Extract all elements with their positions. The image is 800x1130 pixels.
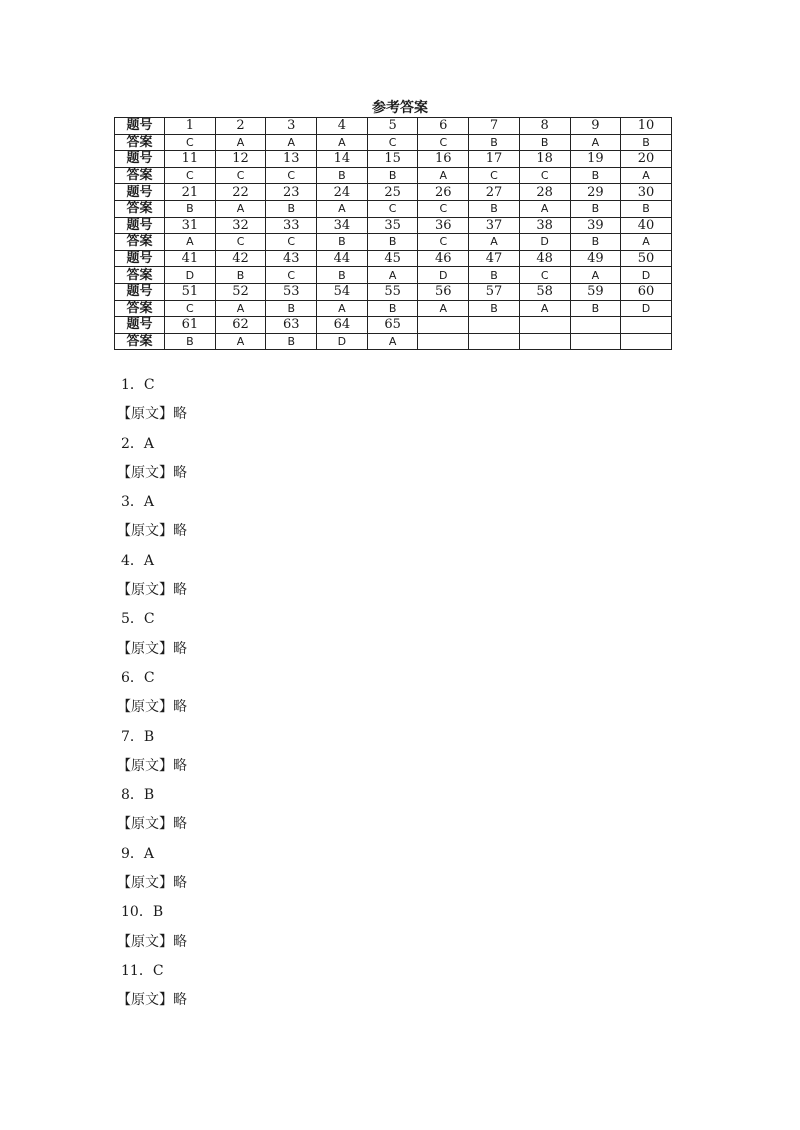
answer-cell: D: [519, 234, 570, 251]
question-number-cell: 64: [317, 317, 368, 334]
answer-cell: B: [469, 267, 520, 284]
original-text-line: 【原文】略: [117, 699, 187, 716]
question-answer-line: 4．A: [121, 552, 155, 569]
question-number-cell: 44: [317, 250, 368, 267]
original-text-line: 【原文】略: [117, 992, 187, 1009]
question-number-cell: 14: [317, 151, 368, 168]
number-row-label: 题号: [115, 250, 165, 267]
question-answer-line: 5．C: [121, 611, 155, 628]
question-number-cell: 18: [519, 151, 570, 168]
question-number-cell: 54: [317, 283, 368, 300]
answer-cell: A: [215, 300, 266, 317]
answer-detail-list: [117, 371, 187, 1016]
answer-cell: C: [215, 234, 266, 251]
number-row-label: 题号: [115, 151, 165, 168]
answer-cell: B: [165, 333, 216, 350]
answer-row: [115, 200, 672, 217]
question-number-cell: 27: [469, 184, 520, 201]
question-number-cell: 11: [165, 151, 216, 168]
original-text-line: 【原文】略: [117, 582, 187, 599]
answer-cell: B: [570, 234, 621, 251]
question-number-cell: 43: [266, 250, 317, 267]
question-answer-line: 11．C: [121, 962, 164, 979]
question-number-cell: 24: [317, 184, 368, 201]
question-number-cell: 58: [519, 283, 570, 300]
answer-cell: A: [570, 134, 621, 151]
question-number-cell: 32: [215, 217, 266, 234]
answer-cell: C: [266, 234, 317, 251]
question-number-cell: 25: [367, 184, 418, 201]
number-row-label: 题号: [115, 217, 165, 234]
answer-cell: B: [266, 300, 317, 317]
question-number-cell: 15: [367, 151, 418, 168]
answer-cell: C: [165, 300, 216, 317]
answer-row: [115, 234, 672, 251]
question-number-cell: 29: [570, 184, 621, 201]
answer-detail-item: [117, 488, 187, 547]
answer-cell: [621, 333, 672, 350]
original-text-line: 【原文】略: [117, 640, 187, 657]
question-number-cell: 36: [418, 217, 469, 234]
question-number-cell: 49: [570, 250, 621, 267]
answer-cell: C: [519, 167, 570, 184]
number-row: [115, 283, 672, 300]
answer-cell: A: [469, 234, 520, 251]
number-row-label: 题号: [115, 184, 165, 201]
question-number-cell: 31: [165, 217, 216, 234]
answer-cell: A: [621, 234, 672, 251]
answer-cell: A: [215, 134, 266, 151]
question-number-cell: 30: [621, 184, 672, 201]
question-number-cell: 60: [621, 283, 672, 300]
question-number-cell: 53: [266, 283, 317, 300]
answer-cell: B: [317, 167, 368, 184]
answer-detail-item: [117, 840, 187, 899]
question-answer-line: 7．B: [121, 728, 155, 745]
answer-cell: B: [621, 200, 672, 217]
question-number-cell: 16: [418, 151, 469, 168]
answer-row-label: 答案: [115, 333, 165, 350]
question-number-cell: 37: [469, 217, 520, 234]
question-number-cell: [519, 317, 570, 334]
question-number-cell: 46: [418, 250, 469, 267]
original-text-line: 【原文】略: [117, 406, 187, 423]
page-title: 参考答案: [372, 100, 428, 116]
number-row: [115, 151, 672, 168]
question-answer-line: 6．C: [121, 669, 155, 686]
answer-cell: A: [165, 234, 216, 251]
answer-cell: B: [266, 200, 317, 217]
answer-cell: B: [570, 300, 621, 317]
answer-cell: A: [418, 167, 469, 184]
question-number-cell: 40: [621, 217, 672, 234]
answer-cell: B: [519, 134, 570, 151]
answer-row-label: 答案: [115, 234, 165, 251]
answer-detail-item: [117, 957, 187, 1016]
answer-row: [115, 333, 672, 350]
question-number-cell: 63: [266, 317, 317, 334]
answer-row-label: 答案: [115, 267, 165, 284]
answer-cell: D: [317, 333, 368, 350]
answer-cell: A: [317, 300, 368, 317]
question-number-cell: [469, 317, 520, 334]
answer-detail-item: [117, 664, 187, 723]
original-text-line: 【原文】略: [117, 816, 187, 833]
number-row: [115, 250, 672, 267]
answer-cell: C: [266, 167, 317, 184]
question-number-cell: 2: [215, 118, 266, 135]
question-number-cell: 21: [165, 184, 216, 201]
number-row-label: 题号: [115, 283, 165, 300]
answer-cell: B: [317, 234, 368, 251]
answer-cell: [418, 333, 469, 350]
answer-cell: C: [215, 167, 266, 184]
answer-cell: D: [165, 267, 216, 284]
answer-cell: B: [570, 167, 621, 184]
answer-cell: [519, 333, 570, 350]
question-number-cell: 42: [215, 250, 266, 267]
answer-cell: C: [165, 134, 216, 151]
answer-cell: B: [317, 267, 368, 284]
answer-cell: C: [367, 134, 418, 151]
answer-cell: C: [418, 200, 469, 217]
question-number-cell: 22: [215, 184, 266, 201]
answer-cell: B: [469, 134, 520, 151]
question-number-cell: [418, 317, 469, 334]
question-number-cell: 38: [519, 217, 570, 234]
answer-row: [115, 134, 672, 151]
answer-cell: A: [317, 134, 368, 151]
question-number-cell: 28: [519, 184, 570, 201]
answer-cell: B: [165, 200, 216, 217]
question-answer-line: 1．C: [121, 377, 155, 393]
question-number-cell: 57: [469, 283, 520, 300]
answer-cell: A: [418, 300, 469, 317]
answer-cell: B: [469, 300, 520, 317]
answer-cell: A: [519, 300, 570, 317]
number-row-label: 题号: [115, 118, 165, 135]
question-number-cell: 17: [469, 151, 520, 168]
answer-cell: A: [215, 200, 266, 217]
question-number-cell: 59: [570, 283, 621, 300]
question-number-cell: 13: [266, 151, 317, 168]
answer-cell: B: [570, 200, 621, 217]
answer-cell: A: [570, 267, 621, 284]
question-number-cell: 48: [519, 250, 570, 267]
answer-cell: C: [367, 200, 418, 217]
answer-cell: C: [165, 167, 216, 184]
answer-cell: B: [621, 134, 672, 151]
answer-cell: [570, 333, 621, 350]
question-number-cell: 20: [621, 151, 672, 168]
answer-cell: D: [621, 267, 672, 284]
question-number-cell: [621, 317, 672, 334]
answer-row: [115, 300, 672, 317]
question-number-cell: 62: [215, 317, 266, 334]
number-row: [115, 317, 672, 334]
number-row: [115, 184, 672, 201]
original-text-line: 【原文】略: [117, 464, 187, 481]
answer-cell: A: [367, 267, 418, 284]
question-answer-line: 9．A: [121, 845, 155, 862]
answer-cell: A: [367, 333, 418, 350]
answer-cell: B: [367, 300, 418, 317]
number-row: [115, 118, 672, 135]
answer-row-label: 答案: [115, 200, 165, 217]
question-number-cell: 61: [165, 317, 216, 334]
question-number-cell: 47: [469, 250, 520, 267]
question-answer-line: 8．B: [121, 787, 155, 804]
original-text-line: 【原文】略: [117, 523, 187, 540]
question-number-cell: 45: [367, 250, 418, 267]
answer-row-label: 答案: [115, 300, 165, 317]
answer-cell: A: [266, 134, 317, 151]
answer-detail-item: [117, 605, 187, 664]
answer-cell: C: [519, 267, 570, 284]
answer-cell: B: [367, 234, 418, 251]
question-number-cell: 23: [266, 184, 317, 201]
answer-detail-item: [117, 371, 187, 430]
answer-cell: B: [469, 200, 520, 217]
answer-cell: D: [621, 300, 672, 317]
answer-cell: D: [418, 267, 469, 284]
question-number-cell: 52: [215, 283, 266, 300]
answer-cell: C: [418, 234, 469, 251]
question-number-cell: 51: [165, 283, 216, 300]
answer-cell: A: [519, 200, 570, 217]
question-number-cell: 39: [570, 217, 621, 234]
question-answer-line: 2．A: [121, 435, 155, 452]
question-number-cell: 56: [418, 283, 469, 300]
question-answer-line: 10．B: [121, 904, 164, 921]
answer-cell: A: [317, 200, 368, 217]
question-number-cell: 1: [165, 118, 216, 135]
question-number-cell: 26: [418, 184, 469, 201]
answer-cell: B: [266, 333, 317, 350]
answer-cell: B: [367, 167, 418, 184]
question-number-cell: 34: [317, 217, 368, 234]
question-number-cell: 9: [570, 118, 621, 135]
answer-cell: B: [215, 267, 266, 284]
number-row-label: 题号: [115, 317, 165, 334]
question-number-cell: 55: [367, 283, 418, 300]
answer-detail-item: [117, 723, 187, 782]
question-number-cell: 6: [418, 118, 469, 135]
answer-detail-item: [117, 430, 187, 489]
answer-cell: C: [469, 167, 520, 184]
original-text-line: 【原文】略: [117, 933, 187, 950]
answer-row-label: 答案: [115, 167, 165, 184]
answer-detail-item: [117, 547, 187, 606]
question-number-cell: 65: [367, 317, 418, 334]
answer-detail-item: [117, 781, 187, 840]
question-number-cell: 50: [621, 250, 672, 267]
answer-key-table: [114, 117, 672, 350]
answer-cell: C: [266, 267, 317, 284]
original-text-line: 【原文】略: [117, 757, 187, 774]
original-text-line: 【原文】略: [117, 875, 187, 892]
answer-row-label: 答案: [115, 134, 165, 151]
question-number-cell: 8: [519, 118, 570, 135]
answer-cell: [469, 333, 520, 350]
question-number-cell: 4: [317, 118, 368, 135]
question-number-cell: 7: [469, 118, 520, 135]
answer-detail-item: [117, 898, 187, 957]
question-number-cell: 19: [570, 151, 621, 168]
question-number-cell: 35: [367, 217, 418, 234]
number-row: [115, 217, 672, 234]
answer-row: [115, 167, 672, 184]
question-number-cell: 12: [215, 151, 266, 168]
answer-cell: A: [215, 333, 266, 350]
answer-cell: A: [621, 167, 672, 184]
answer-cell: C: [418, 134, 469, 151]
question-answer-line: 3．A: [121, 494, 155, 511]
question-number-cell: 41: [165, 250, 216, 267]
question-number-cell: 33: [266, 217, 317, 234]
question-number-cell: [570, 317, 621, 334]
question-number-cell: 10: [621, 118, 672, 135]
question-number-cell: 3: [266, 118, 317, 135]
answer-row: [115, 267, 672, 284]
question-number-cell: 5: [367, 118, 418, 135]
